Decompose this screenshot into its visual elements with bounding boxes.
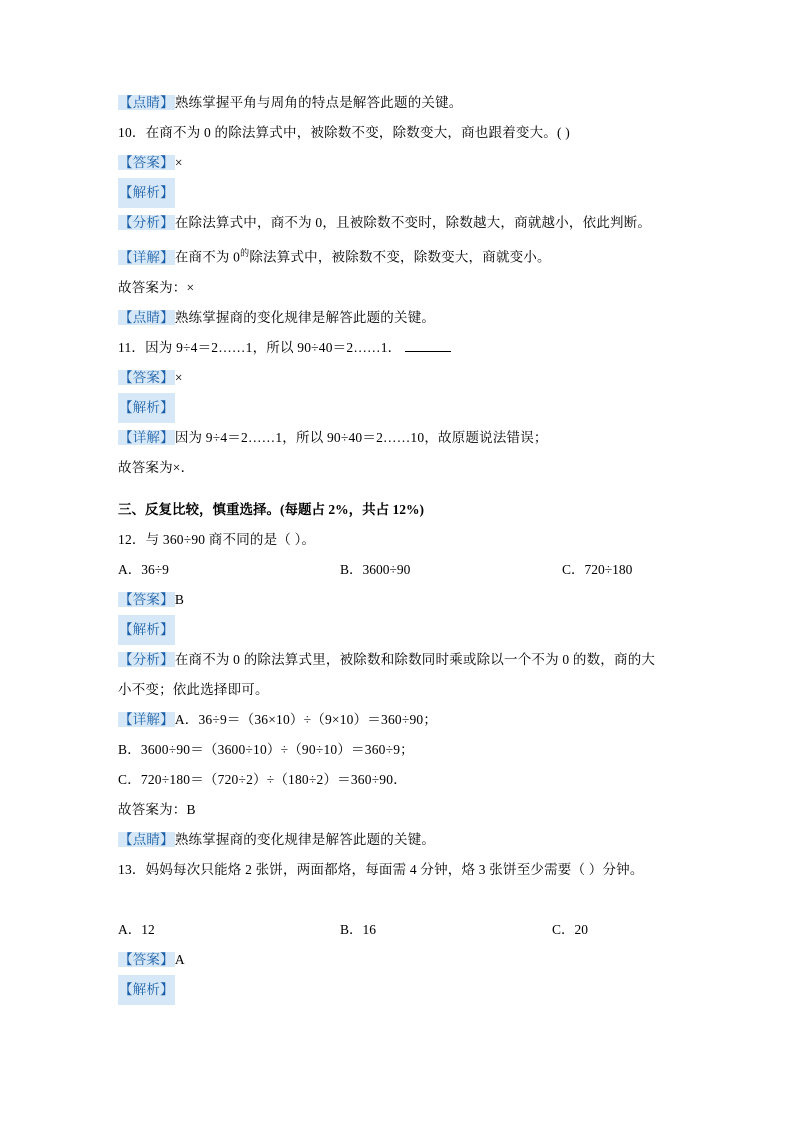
analysis-10 <box>118 178 676 208</box>
gudaan-10-text: 故答案为：× <box>118 279 195 295</box>
gudaan-12 <box>118 795 676 825</box>
analysis-13 <box>118 975 676 1005</box>
question-13 <box>118 855 676 885</box>
xiangjie-12-c-text: C．720÷180＝（720÷2）÷（180÷2）＝360÷90． <box>118 771 407 787</box>
question-11 <box>118 333 676 363</box>
answer-tag: 【答案】 <box>119 369 174 385</box>
dianjing-tag: 【点睛】 <box>119 831 174 847</box>
answer-tag: 【答案】 <box>119 591 174 607</box>
analysis-12 <box>118 615 676 645</box>
answer-11 <box>118 363 676 393</box>
spacer <box>118 885 676 915</box>
xiangjie-12-b-text: B．3600÷90＝（3600÷10）÷（90÷10）＝360÷9； <box>118 741 414 757</box>
answer-tag: 【答案】 <box>119 951 174 967</box>
answer-11-value: × <box>174 369 183 385</box>
analysis-tag: 【解析】 <box>118 975 175 1005</box>
xiangjie-11-text: 因为 9÷4＝2……1，所以 90÷40＝2……10，故原题说法错误； <box>174 429 548 445</box>
paragraph-text: 熟练掌握平角与周角的特点是解答此题的关键。 <box>174 95 463 110</box>
dianjing-10-text: 熟练掌握商的变化规律是解答此题的关键。 <box>174 309 436 325</box>
question-12-options <box>118 555 676 585</box>
question-11-text: 11．因为 9÷4＝2……1，所以 90÷40＝2……1． <box>118 339 402 355</box>
fenxi-12-cont-text: 小不变；依此选择即可。 <box>118 681 269 697</box>
fenxi-10-text: 在除法算式中，商不为 0，且被除数不变时，除数越大，商就越小，依此判断。 <box>174 215 652 230</box>
xiangjie-tag: 【详解】 <box>119 249 174 265</box>
question-10-text: 10．在商不为 0 的除法算式中，被除数不变，除数变大，商也跟着变大。( ) <box>118 125 570 140</box>
fenxi-10 <box>118 208 676 238</box>
answer-10 <box>118 148 676 178</box>
answer-12-value: B <box>174 591 185 607</box>
fenxi-tag: 【分析】 <box>119 651 174 667</box>
question-13-text: 13．妈妈每次只能烙 2 张饼，两面都烙，每面需 4 分钟，烙 3 张饼至少需要（ ）分钟。 <box>118 861 644 877</box>
option-c[interactable]: C．720÷180 <box>562 561 633 577</box>
xiangjie-10 <box>118 238 676 273</box>
xiangjie-10-sup: 的 <box>240 248 250 258</box>
option-b[interactable]: B．3600÷90 <box>340 561 411 577</box>
option-c[interactable]: C．20 <box>552 921 589 937</box>
analysis-tag: 【解析】 <box>118 178 175 208</box>
answer-12 <box>118 585 676 615</box>
question-12 <box>118 525 676 555</box>
answer-10-value: × <box>174 155 183 170</box>
xiangjie-11 <box>118 423 676 453</box>
gudaan-11 <box>118 453 676 483</box>
fenxi-12-text: 在商不为 0 的除法算式里，被除数和除数同时乘或除以一个不为 0 的数，商的大 <box>174 651 656 667</box>
analysis-11 <box>118 393 676 423</box>
gudaan-12-text: 故答案为：B <box>118 801 196 817</box>
answer-13 <box>118 945 676 975</box>
option-b[interactable]: B．16 <box>340 921 377 937</box>
section-heading-3 <box>118 495 676 525</box>
paragraph-dianjing-1 <box>118 88 676 118</box>
question-13-options <box>118 915 676 945</box>
dianjing-tag: 【点睛】 <box>119 95 174 110</box>
gudaan-10 <box>118 273 676 303</box>
answer-tag: 【答案】 <box>119 155 174 170</box>
xiangjie-12-b <box>118 735 676 765</box>
fenxi-12-cont <box>118 675 676 705</box>
gudaan-11-text: 故答案为×． <box>118 459 195 475</box>
xiangjie-10-pre: 在商不为 0 <box>174 249 241 265</box>
section-heading-text: 三、反复比较，慎重选择。(每题占 2%，共占 12%) <box>118 501 424 517</box>
question-12-text: 12．与 360÷90 商不同的是（ ）。 <box>118 531 316 547</box>
dianjing-10 <box>118 303 676 333</box>
dianjing-12 <box>118 825 676 855</box>
answer-13-value: A <box>174 951 185 967</box>
option-a[interactable]: A．36÷9 <box>118 561 169 577</box>
xiangjie-tag: 【详解】 <box>119 429 174 445</box>
option-a[interactable]: A．12 <box>118 921 155 937</box>
dianjing-tag: 【点睛】 <box>119 309 174 325</box>
xiangjie-tag: 【详解】 <box>119 711 174 727</box>
analysis-tag: 【解析】 <box>118 393 175 423</box>
dianjing-12-text: 熟练掌握商的变化规律是解答此题的关键。 <box>174 831 436 847</box>
analysis-tag: 【解析】 <box>118 615 175 645</box>
question-10 <box>118 118 676 148</box>
xiangjie-10-post: 除法算式中，被除数不变，除数变大，商就变小。 <box>249 249 551 265</box>
fenxi-12 <box>118 645 676 675</box>
xiangjie-12 <box>118 705 676 735</box>
fill-blank[interactable] <box>405 338 451 352</box>
xiangjie-12-text: A．36÷9＝（36×10）÷（9×10）＝360÷90； <box>174 711 438 727</box>
xiangjie-12-c <box>118 765 676 795</box>
fenxi-tag: 【分析】 <box>119 215 174 230</box>
